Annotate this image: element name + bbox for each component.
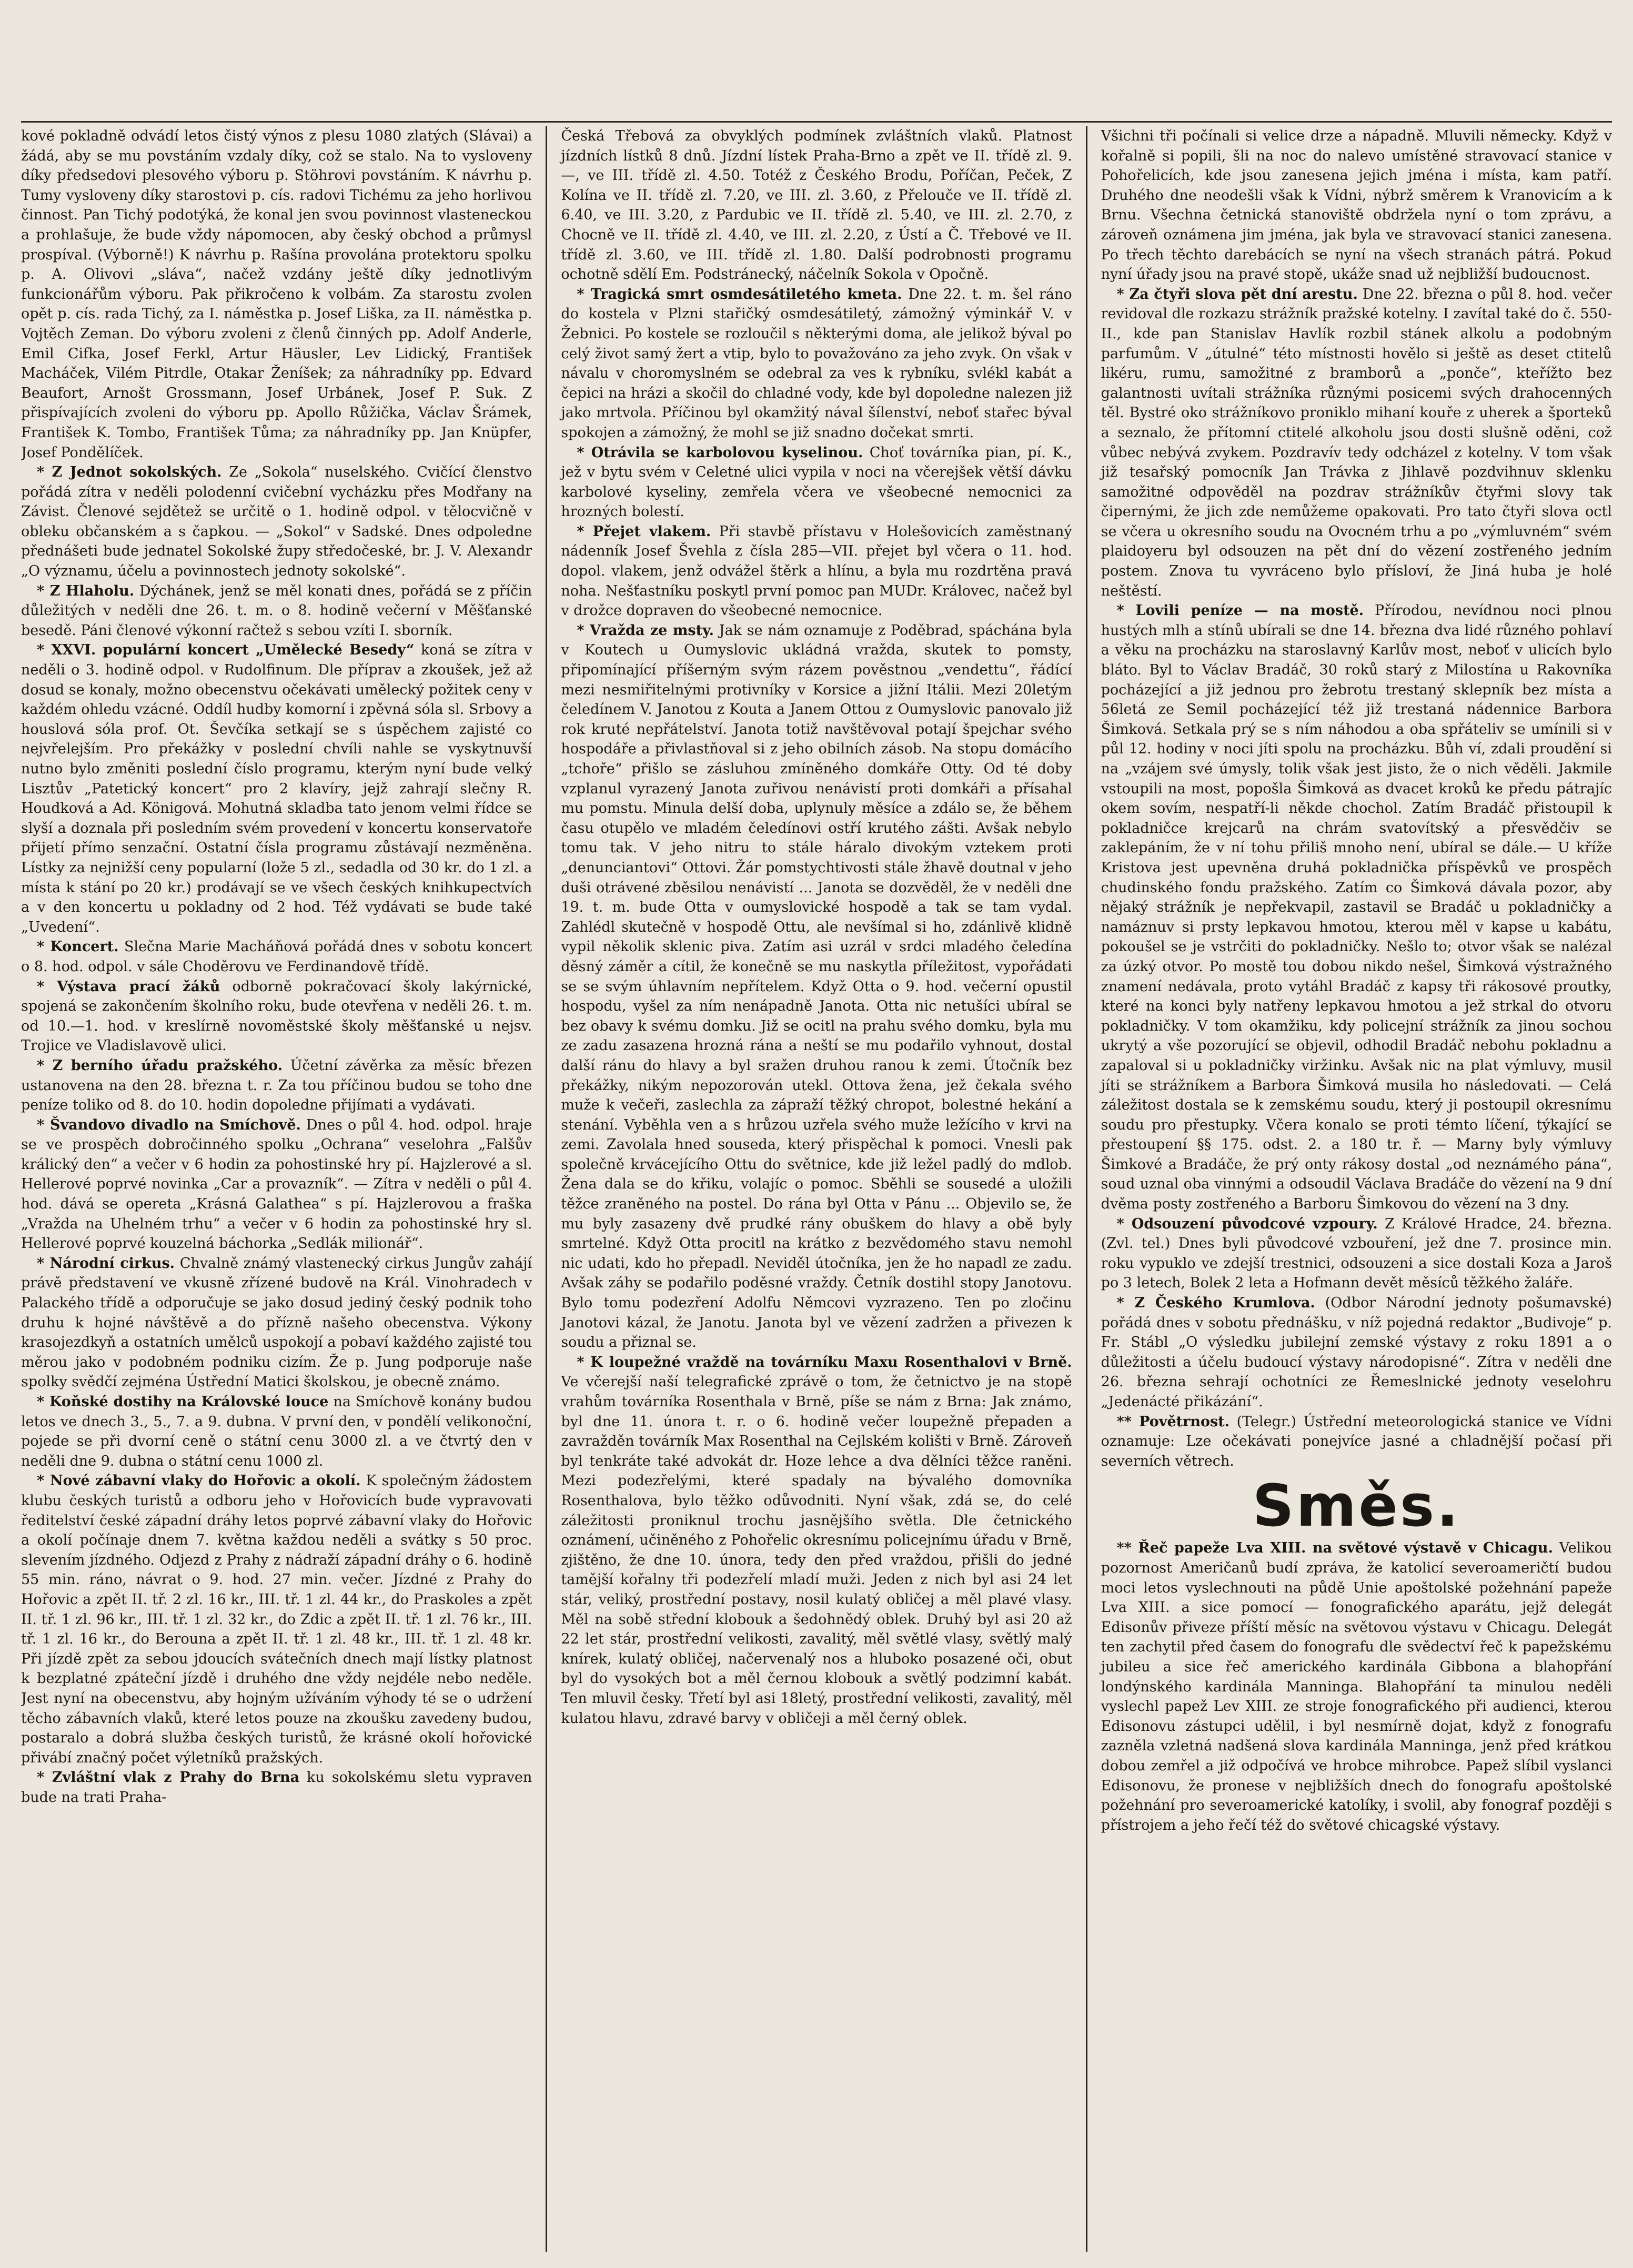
- article-body: na Smíchově konány budou letos ve dnech 3., 5., 7. a 9. dubna. V první den, v pondělí velikonoční, pojede se při dvorní ceně o státní cenu 3000 zl. a ve čtvrtý den v neděli dne 9. dubna o státní cenu 1000 zl.: [21, 1394, 532, 1469]
- article-paragraph: [561, 621, 1072, 1353]
- article-heading: * Z berního úřadu pražského.: [37, 1057, 283, 1074]
- section-heading: Směs.: [1252, 1472, 1461, 1540]
- article-paragraph: [1101, 601, 1612, 1214]
- article-heading: * Otrávila se karbolovou kyselinou.: [577, 444, 863, 461]
- article-paragraph: [21, 640, 532, 937]
- article-body: Dýchánek, jenž se měl konati dnes, pořádá se z příčin důležitých v neděli dne 26. t. m. o 8. hodině večerní v Měšťanské besedě. Páni členové výkonní račtež s sebou vzíti I. sborník.: [21, 582, 532, 639]
- article-paragraph: [561, 522, 1072, 621]
- article-paragraph: [1101, 1412, 1612, 1471]
- top-rule: [21, 121, 1612, 123]
- article-body: Všichni tři počínali si velice drze a nápadně. Mluvili německy. Když v kořalně si popili, šli na noc do nalevo umístěné stravovací stanice v Pohořelicích, kde jsou zanesena jejich jména i místa, kam patří. Druhého dne neodešli však k Vídni, nýbrž směrem k Vranovicím a k Brnu. Všechna četnická stanoviště obdržela nyní o tom zprávu, a zároveň oznámena jim jména, jak byla ve stravovací stanici zanesena. Po třech těchto darebácích se nyní na všech stranách pátrá. Pokud nyní úřady jsou na pravé stopě, ukáže snad už nejbližší budoucnost.: [1101, 128, 1612, 283]
- article-paragraph: [1101, 1214, 1612, 1293]
- article-body: Ve včerejší naší telegrafické zprávě o tom, že četnictvo je na stopě vrahům továrníka Rosenthala v Brně, píše se nám z Brna: Jak známo, byl dne 11. února t. r. o 6. hodině večer loupežně přepaden a zavražděn továrník Max Rosenthal na Cejlském kolišti v Brně. Zároveň byl tenkráte také advokát dr. Hoze lehce a dva dělníci těžce raněni. Mezi podezřelými, které spadaly na bývalého domovníka Rosenthalova, bylo těžko odůvodniti. Nyní však, zdá se, do celé záležitosti proniknul trochu jasnějšího světla. Dle četnického oznámení, učiněného z Pohořelic okresnímu policejnímu úřadu v Brně, zjištěno, že dne 10. února, tedy den před vraždou, přišli do jedné tamější kořalny tři podezřelí mladí muži. Jeden z nich byl asi 24 let stár, veliký, prostřední postavy, nosil kulatý obličej a měl plavé vlasy. Měl na sobě střední klobouk a šedohnědý oblek. Druhý byl asi 20 až 22 let stár, prostřední velikosti, zavalitý, měl světlé vlasy, světlý malý knírek, kulatý obličej, načervenalý nos a hluboko posazené oči, obut byl do vysokých bot a měl černou klobouk a světlý podzimní kabát. Ten mluvil česky. Třetí byl asi 18letý, prostřední velikosti, zavalitý, měl kulatou hlavu, zdravé barvy v obličeji a měl černý oblek.: [561, 1374, 1072, 1727]
- article-body: (Odbor Národní jednoty pošumavské) pořádá dnes v sobotu přednášku, v níž pojedná redaktor „Budivoje“ p. Fr. Stábl „O výsledku jubilejní zemské výstavy z roku 1891 a o důležitosti a účelu budoucí výstavy národopisné“. Zítra v neděli dne 26. března sehrají ochotníci ze Řemeslnické jednoty veselohru „Jedenácté přikázání“.: [1101, 1295, 1612, 1410]
- article-paragraph: [561, 285, 1072, 443]
- article-heading: * Národní cirkus.: [37, 1255, 175, 1272]
- article-heading: * Výstava prací žáků: [37, 978, 220, 995]
- article-body: kové pokladně odvádí letos čistý výnos z plesu 1080 zlatých (Slávai) a žádá, aby se mu povstáním vzdaly díky, což se stalo. Na to vysloveny díky předsedovi plesového výboru p. Stöhrovi povstáním. K návrhu p. Tumy vysloveny díky starostovi p. cís. radovi Tichému za jeho horlivou činnost. Pan Tichý podotýká, že konal jen svou povinnost vlasteneckou a prohlašuje, že bude vždy nápomocen, aby český obchod a průmysl prospíval. (Výborně!) K návrhu p. Rašína provolána protektoru spolku p. A. Olivovi „sláva“, načež vzdány ještě díky jednotlivým funkcionářům výboru. Pak přikročeno k volbám. Za starostu zvolen opět p. cís. rada Tichý, za I. náměstka p. Josef Liška, za II. náměstka p. Vojtěch Zeman. Do výboru zvoleni z členů činných pp. Adolf Anderle, Emil Cifka, Josef Ferkl, Artur Häusler, Lev Lidický, František Macháček, Vilém Pitrdle, Otakar Ženíšek; za náhradníky pp. Edvard Beaufort, Arnošt Grossmann, Josef Urbánek, Josef P. Suk. Z přispívajících zvoleni do výboru pp. Apollo Růžička, Václav Šrámek, František K. Tombo, František Tůma; za náhradníky pp. Jan Knüpfer, Josef Pondělíček.: [21, 128, 532, 461]
- article-body: K společným žádostem klubu českých turistů a odboru jeho v Hořovicích bude vypravovati ředitelství české západní dráhy letos poprvé zábavní vlaky do Hořovic a okolí počínaje dnem 7. května každou neděli a svátky s 50 proc. slevením jízdného. Odjezd z Prahy z nádraží západní dráhy o 6. hodině 55 min. ráno, návrat o 9. hod. 27 min. večer. Jízdné z Prahy do Hořovic a zpět II. tř. 2 zl. 16 kr., III. tř. 1 zl. 44 kr., do Praskoles a zpět II. tř. 1 zl. 96 kr., III. tř. 1 zl. 32 kr., do Zdic a zpět II. tř. 1 zl. 76 kr., III. tř. 1 zl. 16 kr., do Berouna a zpět II. tř. 1 zl. 48 kr., III. tř. 1 zl. 48 kr. Při jízdě zpět za sebou jdoucích svátečních dnech mají lístky platnost k bezplatné zpáteční jízdě i druhého dne vždy nejdéle nebo neděle. Jest nyní na obecenstvu, aby hojným užíváním výhody té se o udržení těcho zábavních vlaků, které letos pouze na zkoušku zavedeny budou, postaralo a dobrá služba českých turistů, že krásné okolí hořovické přivábí značný počet výletníků pražských.: [21, 1473, 532, 1766]
- columns: [21, 126, 1612, 2252]
- column-2: [546, 126, 1085, 2252]
- article-body: (Telegr.) Ústřední meteorologická stanice ve Vídni oznamuje: Lze očekávati ponejvíce jasné a chladnější počasí při severních větrech.: [1101, 1413, 1612, 1469]
- article-heading: * Lovili peníze — na mostě.: [1116, 602, 1364, 619]
- article-paragraph: [1101, 1538, 1612, 1835]
- article-paragraph: [21, 1115, 532, 1254]
- article-paragraph: [1101, 285, 1612, 601]
- article-paragraph: [21, 1768, 532, 1807]
- article-paragraph: [1101, 1293, 1612, 1412]
- article-heading: ** Povětrnost.: [1116, 1413, 1230, 1430]
- article-paragraph: [1101, 126, 1612, 285]
- article-body: Při stavbě přístavu v Holešovicích zaměstnaný nádenník Josef Švehla z čísla 285—VII. přejet byl včera o 11. hod. dopol. vlakem, jenž odvážel štěrk a hlínu, a byla mu rozdrtěna pravá noha. Nešťastníku poskytl první pomoc pan MUDr. Královec, načež byl v drožce dopraven do všeobecné nemocnice.: [561, 523, 1072, 619]
- article-paragraph: [21, 581, 532, 641]
- article-body: Chvalně známý vlastenecký cirkus Jungův zahájí právě představení ve vkusně zřízené budově na Král. Vinohradech v Palackého třídě a odporučuje se jako dosud jediný český podnik toho druhu k hojné návštěvě a do přízně našeho obecenstva. Výkony krasojezdkyň a ostatních umělců uspokojí a pobaví každého zajisté tou měrou jako v podobném podniku cizím. Že p. Jung podporuje naše spolky svědčí zejména Ústřední Matici školskou, je obecně známo.: [21, 1255, 532, 1390]
- article-paragraph: [561, 1353, 1072, 1728]
- article-body: Česká Třebová za obvyklých podmínek zvláštních vlaků. Platnost jízdních lístků 8 dnů. Jízdní lístek Praha-Brno a zpět ve II. třídě zl. 9.—, ve III. třídě zl. 4.50. Totéž z Českého Brodu, Poříčan, Peček, Z Kolína ve II. třídě zl. 7.20, ve III. zl. 3.60, z Přelouče ve II. třídě zl. 6.40, ve III. 3.20, z Pardubic ve II. třídě zl. 5.40, ve III. zl. 2.70, z Chocně ve II. třídě zl. 4.40, ve III. zl. 2.20, z Ústí a Č. Třebové ve II. třídě zl. 3.60, ve III. třídě zl. 1.80. Další podrobnosti programu ochotně sdělí Em. Podstránecký, náčelník Sokola v Opočně.: [561, 128, 1072, 283]
- article-body: Dne 22. března o půl 8. hod. večer revidoval dle rozkazu strážník pražské kotelny. I zavítal také do č. 550-II., kde pan Stanislav Havlík rozbil stánek alkolu a podobným parfumům. V „útulné“ této místnosti hovělo si ještě as deset ctitelů likéru, rumu, samožitné z bramborů a „ponče“, kteřížto bez galantnosti uvítali strážníka různými posicemi svých drahocenných těl. Bystré oko strážníkovo proniklo mihaní kouře z uherek a športeků a seznalo, že přítomní ctitelé alkoholu jsou dosti slušně oděni, což vůbec nebývá zvykem. Pozdravív tedy odcházel z kotelny. V tom však již tesařský pomocník Jan Trávka z Jihlavě pozdvihnuv sklenku samožitné odpověděl na pozdrav strážníkův čtyřmi slovy tak čipernými, že jich zde nemůžeme opakovati. Pro tato čtyři slova octl se včera u okresního soudu na Ovocném trhu a po „výmluvném“ svém plaidoyeru byl odsouzen na pět dní do vězení zostřeného jedním postem. Znova tu vyvráceno bylo přísloví, že Jiná huba je holé neštěstí.: [1101, 286, 1612, 599]
- article-body: koná se zítra v neděli o 3. hodině odpol. v Rudolfinum. Dle příprav a zkoušek, jež až dosud se konaly, možno obecenstvu očekávati umělecký požitek ceny v každém ohledu vzácné. Oddíl hudby komorní i zpěvná sóla sl. Srbovy a houslová sóla prof. Ot. Ševčíka setkají se s úspěchem zajisté co nejvřelejším. Pro překážky v poslední chvíli nahle se vyskytnuvší nutno bylo změniti poslední číslo programu, kterým nyní bude velký Lisztův „Patetický koncert“ pro 2 klavíry, jejž zahrají slečny R. Houdková a Ad. Königová. Mohutná skladba tato jenom velmi řídce se slyší a doznala při posledním svém provedení v koncertu konservatoře přijetí přímo senzační. Ostatní čísla programu zůstávají nezměněna. Lístky za nejnižší ceny popularní (lože 5 zl., sedadla od 30 kr. do 1 zl. a místa k stání po 20 kr.) prodávají se ve všech českých knihkupectvích a v den koncertu u pokladny od 2 hod. Též vydávati se bude také „Uvedení“.: [21, 642, 532, 935]
- article-heading: * K loupežné vraždě na továrníku Maxu Rosenthalovi v Brně.: [577, 1354, 1072, 1370]
- article-body: Ze „Sokola“ nuselského. Cvičící členstvo pořádá zítra v neděli polodenní cvičební vycházku přes Modřany na Závist. Členové sejdětež se určitě o 1. hodině odpol. v tělocvičně v obleku občanském a s čapkou. — „Sokol“ v Sadské. Dnes odpoledne přednášeti bude jednatel Sokolské župy středočeské, br. J. V. Alexandr „O významu, účelu a povinnostech jednoty sokolské“.: [21, 464, 532, 580]
- article-heading: * Nové zábavní vlaky do Hořovic a okolí.: [37, 1473, 361, 1489]
- article-heading: * Z Hlaholu.: [37, 582, 135, 599]
- article-body: Dne 22. t. m. šel ráno do kostela v Plzni stařičký osmdesátiletý, zámožný výminkář V. v Žebnici. Po kostele se rozloučil s některými doma, ale jelikož býval po celý život samý žert a vtip, bylo to považováno za jeho zvyk. On však v návalu v choromyslném se odebral za ves k rybníku, svlékl kabát a čepici na hrázi a skočil do chladné vody, kde byl dopoledne nalezen již jako mrtvola. Příčinou byl okamžitý nával šílenství, neboť stařec býval spokojen a zámožný, že mohl se již snadno dočekat smrti.: [561, 286, 1072, 441]
- article-paragraph: [561, 126, 1072, 285]
- article-paragraph: [21, 937, 532, 976]
- article-body: Dnes o půl 4. hod. odpol. hraje se ve prospěch dobročinného spolku „Ochrana“ veselohra „Falšův králický den“ a večer v 6 hodin za pohostinské hry pí. Hajzlerové a sl. Hellerové poprvé novinka „Car a provazník“. — Zítra v neděli o půl 4. hod. dává se opereta „Krásná Galathea“ s pí. Hajzlerovou a fraška „Vražda na Uhelném trhu“ a večer v 6 hodin za pohostinské hry sl. Hellerové poprvé kouzelná báchorka „Sedlák milionář“.: [21, 1116, 532, 1252]
- article-body: odborně pokračovací školy lakýrnické, spojená se zakončením školního roku, bude otevřena v neděli 26. t. m. od 10.—1. hod. v kreslírně novoměstské školy měšťanské u nejsv. Trojice ve Vladislavově ulici.: [21, 978, 532, 1054]
- article-heading: * Koncert.: [37, 939, 119, 955]
- article-heading: * Za čtyři slova pět dní arestu.: [1116, 286, 1358, 303]
- article-paragraph: [21, 1254, 532, 1392]
- article-heading: * Odsouzení původcové vzpoury.: [1116, 1215, 1378, 1232]
- article-heading: * Vražda ze msty.: [577, 622, 714, 639]
- column-3: [1086, 126, 1612, 2252]
- article-heading: ** Řeč papeže Lva XIII. na světové výstavě v Chicagu.: [1116, 1540, 1553, 1557]
- article-heading: * Švandovo divadlo na Smíchově.: [37, 1116, 301, 1133]
- article-heading: * Z Jednot sokolských.: [37, 464, 222, 481]
- article-body: Velikou pozornost Američanů budí zpráva, že katolicí severoameričtí budou moci letos vyslechnouti na půdě Unie apoštolské požehnání papeže Lva XIII. a sice pomocí — fonografického aparátu, jejž delegát Edisonův přiveze příští měsíc na světovou výstavu v Chicagu. Delegát ten zachytil před časem do fonografu dle svědectví řeč k papežskému jubileu a sice řeč amerického kardinála Gibbona a blahopřání londýnského kardinála Manninga. Blahopřání ta minulou neděli vyslechl papež Lev XIII. ze stroje fonografického při audienci, kterou Edisonovu zástupci udělil, i byl nesmírně dojat, když z fonografu zazněla vzletná nadšená slova kardinála Manninga, jenž před krátkou dobou zemřel a již odpočívá ve hrobce mihrobce. Papež slíbil vyslanci Edisonovu, že pronese v nejbližších dnech do fonografu apoštolské požehnání pro severoamerické katolíky, i svolil, aby fonograf později s přístrojem a jeho řečí též do světové chicagské výstavy.: [1101, 1540, 1612, 1833]
- article-paragraph: [561, 443, 1072, 522]
- article-heading: * Přejet vlakem.: [577, 523, 711, 540]
- article-body: Účetní závěrka za měsíc březen ustanovena na den 28. března t. r. Za tou příčinou budou se toho dne peníze toliko od 8. do 10. hodin dopoledne přijímati a vydávati.: [21, 1057, 532, 1114]
- article-paragraph: [21, 1056, 532, 1115]
- article-body: Z Králové Hradce, 24. března. (Zvl. tel.) Dnes byli původcové vzbouření, jež dne 7. prosince min. roku vypuklo ve zdejší trestnici, odsouzeni a sice dostali Koza a Jaroš po 3 letech, Bolek 2 leta a Hofmann devět měsíců těžkého žaláře.: [1101, 1215, 1612, 1292]
- article-paragraph: [21, 977, 532, 1056]
- article-body: ku sokolskému sletu vypraven bude na trati Praha-: [21, 1769, 532, 1806]
- column-1: [21, 126, 546, 2252]
- article-paragraph: [21, 126, 532, 462]
- article-heading: * Zvláštní vlak z Prahy do Brna: [37, 1769, 300, 1786]
- article-heading: * Z Českého Krumlova.: [1116, 1295, 1315, 1312]
- article-paragraph: [21, 1471, 532, 1768]
- article-body: Jak se nám oznamuje z Poděbrad, spáchána byla v Koutech u Oumyslovic ukládná vražda, skutek to pomsty, připomínající příšerným svým rázem pověstnou „vendettu“, řádící mezi nesmiřitelnými protivníky v Korsice a jižní Itálii. Mezi 20letým čeledínem V. Janotou z Kouta a Janem Ottou z Oumyslovic panovalo již rok kruté nepřátelství. Janota totiž navštěvoval potají špejchar svého hospodáře a přivlastňoval si z jeho obilních zásob. Na stopu domácího „tchoře“ přišlo se zásluhou zmíněného domkáře Otty. Od té doby vzplanul vyrazený Janota zuřivou nenávistí proti domkáři a přísahal mu pomstu. Minula delší doba, uplynuly měsíce a zdálo se, že během času otupělo ve mladém čeledínovi ostří krutého zášti. Avšak nebylo tomu tak. V jeho nitru to stále háralo divokým vztekem proti „denunciantovi“ Ottovi. Žár pomstychtivosti stále žhavě doutnal v jeho duši otrávené zběsilou nenávistí ... Janota se dozvěděl, že v neděli dne 19. t. m. bude Otta v oumyslovické hospodě a tak se tam vydal. Zahlédl skutečně v hospodě Ottu, ale nevšímal si ho, zdánlivě klidně vypil několik sklenic piva. Zatím asi uzrál v srdci mladého čeledína děsný záměr a cítil, že konečně se mu naskytla příležitost, vypořádati se se svým úhlavním nepřítelem. Když Otta o 9. hod. večerní opustil hospodu, vyšel za ním nenápadně Janota. Otta nic netušíci ubíral se bez obavy k svému domku. Již se ocitl na prahu svého domku, byla mu ze zadu zasazena hrozná rána a neští se mu podařilo vyhnout, dostal další ránu do hlavy a byl sražen druhou ranou k zemi. Útočník bez překážky, nikým nepozorován utekl. Ottova žena, jež čekala svého muže k večeři, zaslechla za zápraží těžký chropot, bolestné hekání a stenání. Vyběhla ven a s hrůzou uzřela svého muže ležícího v krvi na zemi. Zavolala hned souseda, který přispěchal k pomoci. Vnesli pak společně krvácejícího Ottu do světnice, kde již ležel padlý do mdlob. Žena dala se do křiku, volajíc o pomoc. Sběhli se sousedé a uložili těžce zraněného na postel. Do rána byl Otta v Pánu ... Objevilo se, že mu byly zasazeny dvě prudké rány obuškem do hlavy a obě byly smrtelné. Když Otta procitl na krátko z bezvědomého stavu nemohl nic udati, kdo ho přepadl. Neviděl útočníka, jen že ho napadl ze zadu. Avšak záhy se podařilo poděsné vraždy. Četník dostihl stopy Janotovu. Bylo tomu podezření Adolfu Němcovi vyzrazeno. Ten po zločinu Janotovi kázal, že Janotu. Janota byl ve vězení zadržen a přivezen k soudu a přiznal se.: [561, 622, 1072, 1351]
- article-paragraph: [21, 462, 532, 581]
- article-paragraph: [21, 1392, 532, 1471]
- article-body: Choť továrníka pian, pí. K., jež v bytu svém v Celetné ulici vypila v noci na včerejšek větší dávku karbolové kyseliny, zemřela včera ve všeobecné nemocnici za hrozných bolestí.: [561, 444, 1072, 520]
- article-heading: * Koňské dostihy na Královské louce: [37, 1394, 329, 1410]
- article-heading: * Tragická smrt osmdesátiletého kmeta.: [577, 286, 902, 303]
- article-heading: * XXVI. populární koncert „Umělecké Besedy“: [37, 642, 415, 659]
- article-body: Slečna Marie Macháňová pořádá dnes v sobotu koncert o 8. hod. odpol. v sále Choděrovu ve Ferdinandově třídě.: [21, 939, 532, 975]
- article-body: Přírodou, nevídnou noci plnou hustých mlh a stínů ubírali se dne 14. března dva lidé různého pohlaví a věku na procházku na staroslavný Karlův most, neboť v ulicích bylo bláto. Byl to Václav Bradáč, 30 roků starý z Milostína u Rakovníka pocházející a již jednou pro žebrotu trestaný sklepník bez místa a 56letá ze Semil pocházející též již trestaná nádennice Barbora Šimková. Setkala prý se s ním náhodou a oba spřáteliv se umínili si v půl 12. hodiny v noci jíti spolu na procházku. Bůh ví, zdali proudění si na „vzájem své úmysly, tolik však jest jisto, že o nich věděli. Jakmile vstoupili na most, popošla Šimková as dvacet kroků ke předu pátrajíc okem sovím, nespatří-li někde chochol. Zatím Bradáč přistoupil k pokladničce krejcarů na chrám svatovítský a přesvědčiv se zaklepáním, že v ní tohu přiliš mnoho není, ubíral se dále.— U kříže Kristova jest upevněna druhá pokladnička příspěvků ve prospěch chudinského fondu pražského. Zatím co Šimková dávala pozor, aby nějaký strážník je nepřekvapil, zastavil se Bradáč u pokladničky a namáznuv si prsty lepkavou hmotou, kterou měl v kapse u kabátu, pokoušel se je vstrčiti do pokladničky. Nešlo to; otvor však se nalézal za úzký otvor. Po mostě tou dobou nikdo nešel, Šimková výstražného znamení nedávala, proto vytáhl Bradáč z kapsy tři rákosové proutky, které na konci byly natřeny lepkavou hmotou a jež strkal do otvoru pokladničky. V tom okamžiku, kdy policejní strážník za jinou sochou ukrytý a vše pozorující se objevil, odhodil Bradáč nebohu pokladnu a zapaloval si u pokladničky viržinku. Avšak nic na plat výmluvy, musil jíti se strážníkem a Barbora Šimková musila ho následovati. — Celá záležitost dostala se k zemskému soudu, který ji postoupil okresnímu soudu pro přestupky. Včera konalo se proti témto líčení, týkající se přestoupení §§ 175. odst. 2. a 180 tr. ř. — Marny byly výmluvy Šimkové a Bradáče, že prý onty rákosy dostal „od neznámého pána“, soud uznal oba vinnými a odsoudil Václava Bradáče do vězení na 9 dní dvěma posty zostřeného a Barboru Šimkovou do vězení na 3 dny.: [1101, 602, 1612, 1213]
